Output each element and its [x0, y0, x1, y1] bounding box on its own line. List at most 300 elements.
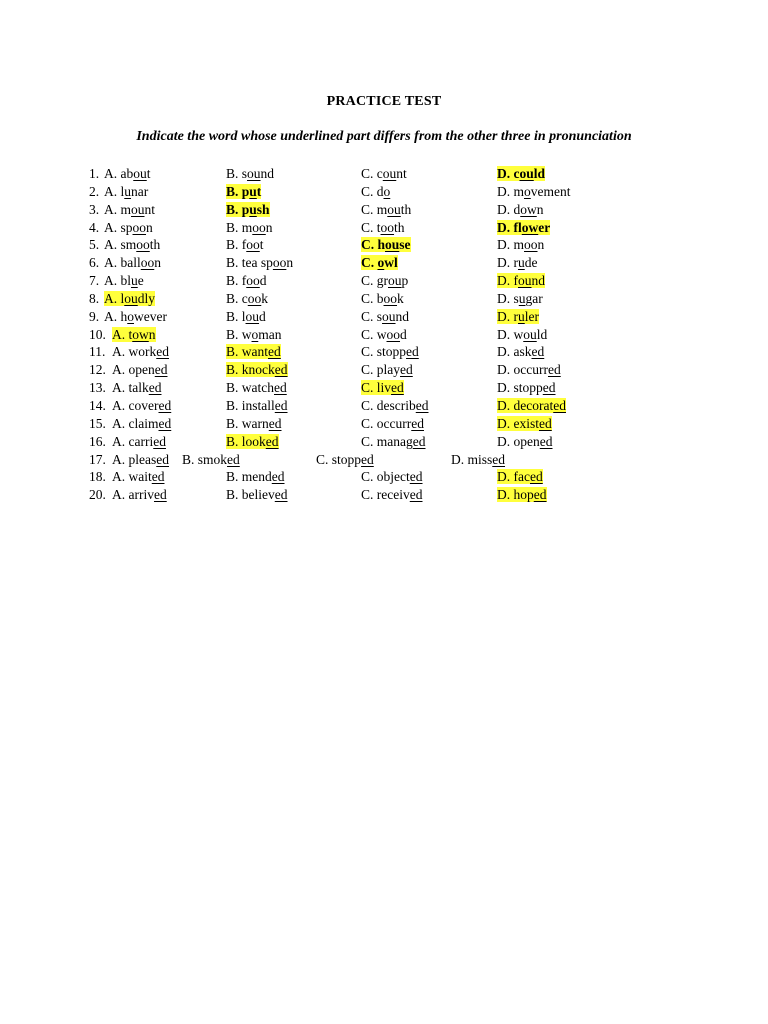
word-part: receiv	[376, 487, 410, 503]
word-part: de	[524, 255, 538, 271]
word-part: cover	[128, 397, 159, 413]
word-part: stopp	[331, 451, 362, 467]
answer-option	[226, 165, 274, 182]
word-part: b	[376, 290, 384, 306]
word-part: gr	[376, 273, 389, 289]
option-text	[104, 255, 161, 270]
word-part: want	[241, 344, 269, 360]
answer-option	[497, 308, 539, 325]
answer-option	[104, 308, 167, 325]
answer-option	[104, 183, 148, 200]
question-row	[0, 326, 768, 344]
option-letter: A.	[104, 183, 118, 199]
option-letter: C.	[361, 397, 374, 413]
option-text	[361, 327, 407, 342]
option-letter: D.	[497, 308, 511, 324]
word-part: r	[513, 255, 518, 271]
question-number: 7.	[89, 273, 100, 289]
option-letter: B.	[226, 219, 239, 235]
option-letter: B.	[226, 273, 239, 289]
underlined-sound: ed	[539, 433, 553, 449]
option-letter: D.	[497, 487, 511, 503]
option-text	[226, 469, 285, 484]
answer-option	[497, 379, 556, 396]
option-letter: A.	[112, 326, 126, 342]
option-letter: A.	[112, 487, 126, 503]
option-letter: B.	[226, 397, 239, 413]
option-text	[226, 416, 282, 431]
option-text	[497, 202, 544, 217]
underlined-sound: ed	[492, 451, 506, 467]
underlined-sound: ed	[411, 415, 424, 431]
option-text	[104, 237, 160, 252]
underlined-sound: ou	[387, 201, 401, 217]
option-letter: C.	[361, 237, 375, 253]
option-text	[226, 291, 268, 306]
option-text	[112, 398, 171, 413]
word-part: w	[376, 326, 387, 342]
underlined-sound: o	[251, 326, 259, 342]
option-letter: C.	[361, 487, 374, 503]
question-list	[0, 165, 768, 504]
word-part: exist	[513, 415, 539, 431]
word-part: believ	[241, 487, 275, 503]
underlined-sound: u	[249, 183, 257, 199]
underlined-sound: o	[524, 183, 531, 199]
answer-option	[497, 433, 553, 450]
underlined-sound: ed	[274, 380, 287, 396]
option-text	[182, 452, 240, 467]
underlined-sound: ed	[274, 397, 288, 413]
underlined-sound: ou	[519, 166, 534, 181]
option-letter: B.	[226, 380, 239, 396]
underlined-sound: ou	[124, 290, 138, 306]
option-text	[112, 362, 168, 377]
option-letter: D.	[497, 290, 511, 306]
highlighted-answer	[497, 166, 545, 181]
word-part: s	[376, 308, 383, 324]
page-title: PRACTICE TEST	[326, 94, 442, 109]
option-letter: C.	[361, 469, 374, 485]
answer-option	[497, 290, 543, 307]
word-part: th	[400, 201, 412, 217]
word-part: er	[538, 219, 551, 235]
word-part: ask	[513, 344, 532, 360]
question-row	[0, 219, 768, 237]
option-letter: D.	[497, 469, 511, 485]
answer-option	[226, 219, 273, 236]
word-part: stopp	[376, 344, 407, 360]
question-row	[0, 361, 768, 379]
word-part: th	[149, 237, 161, 253]
answer-option	[104, 272, 144, 289]
question-row	[0, 183, 768, 201]
underlined-sound: oo	[246, 237, 260, 253]
answer-option	[112, 397, 171, 414]
option-letter: A.	[112, 362, 126, 378]
option-text	[226, 237, 264, 252]
answer-option	[226, 272, 267, 289]
option-text	[112, 416, 171, 431]
word-part: l	[241, 308, 246, 324]
option-letter: B.	[226, 469, 239, 485]
answer-option	[361, 308, 409, 325]
word-part: ld	[533, 166, 546, 181]
underlined-sound: ed	[553, 397, 566, 413]
answer-option	[226, 433, 279, 450]
option-text	[316, 452, 374, 467]
answer-option	[112, 343, 169, 360]
option-text	[226, 220, 273, 235]
highlighted-answer	[226, 362, 288, 377]
option-text	[226, 380, 287, 395]
question-row	[0, 451, 768, 469]
word-part: occurr	[513, 362, 548, 378]
option-text	[112, 344, 169, 359]
option-letter: A.	[104, 290, 118, 306]
word-part: p	[241, 183, 250, 199]
underlined-sound: ed	[542, 380, 556, 396]
option-letter: B.	[226, 201, 239, 217]
underlined-sound: ed	[391, 380, 404, 396]
underlined-sound: ou	[133, 166, 147, 181]
underlined-sound: u	[518, 290, 526, 306]
underlined-sound: ou	[385, 237, 400, 253]
option-letter: D.	[497, 183, 511, 199]
underlined-sound: ed	[274, 362, 288, 378]
option-text	[226, 255, 293, 270]
answer-option	[316, 451, 374, 468]
option-letter: D.	[497, 201, 511, 217]
option-letter: A.	[112, 451, 126, 467]
highlighted-answer	[497, 309, 539, 324]
word-part: n	[536, 201, 544, 217]
option-text	[112, 380, 162, 395]
option-text	[361, 202, 411, 217]
word-part: l	[120, 183, 125, 199]
underlined-sound: ed	[533, 487, 547, 503]
option-letter: C.	[361, 183, 374, 199]
answer-option	[451, 451, 505, 468]
option-letter: D.	[497, 237, 511, 253]
answer-option	[361, 415, 424, 432]
question-row	[0, 379, 768, 397]
word-part: mend	[241, 469, 272, 485]
option-text	[361, 220, 405, 235]
option-text	[361, 309, 409, 324]
option-letter: C.	[361, 201, 374, 217]
underlined-sound: oo	[383, 290, 398, 306]
answer-option	[226, 379, 287, 396]
word-part: p	[241, 201, 250, 217]
word-part: h	[377, 237, 386, 253]
word-part: d	[376, 183, 384, 199]
option-letter: C.	[361, 308, 374, 324]
underlined-sound: ed	[531, 344, 545, 360]
word-part: play	[376, 362, 401, 378]
word-part: t	[259, 237, 264, 253]
word-part: fl	[513, 219, 522, 235]
underlined-sound: ed	[400, 362, 413, 378]
highlighted-answer	[497, 416, 552, 431]
answer-option	[361, 290, 404, 307]
word-part: nd	[395, 308, 410, 324]
word-part: f	[241, 237, 247, 253]
underlined-sound: ed	[227, 451, 240, 467]
option-letter: C.	[361, 255, 375, 271]
question-number: 6.	[89, 255, 100, 271]
word-part: h	[120, 308, 128, 324]
option-letter: D.	[497, 273, 511, 289]
option-letter: C.	[361, 166, 374, 181]
word-part: nd	[260, 166, 275, 181]
underlined-sound: oo	[136, 237, 150, 253]
answer-option	[226, 308, 266, 325]
word-part: s	[513, 290, 519, 306]
question-number: 12.	[89, 362, 106, 378]
underlined-sound: ed	[268, 344, 281, 360]
question-row	[0, 290, 768, 308]
option-letter: D.	[497, 362, 511, 378]
option-text	[361, 291, 404, 306]
word-part: occurr	[376, 415, 412, 431]
option-letter: B.	[226, 326, 239, 342]
word-part: t	[146, 166, 151, 181]
word-part: warn	[241, 415, 269, 431]
word-part: open	[128, 362, 155, 378]
answer-option	[361, 272, 408, 289]
word-part: man	[258, 326, 282, 342]
underlined-sound: o	[377, 255, 385, 271]
underlined-sound: ed	[153, 487, 167, 503]
answer-option	[497, 326, 547, 343]
option-letter: C.	[361, 415, 374, 431]
underlined-sound: ed	[156, 451, 169, 467]
option-text	[112, 452, 169, 467]
word-part: nar	[131, 183, 149, 199]
answer-option	[112, 486, 167, 503]
option-letter: C.	[361, 219, 374, 235]
underlined-sound: ou	[247, 166, 261, 181]
highlighted-answer	[361, 255, 398, 270]
answer-option	[497, 468, 543, 485]
underlined-sound: ed	[415, 397, 429, 413]
answer-option	[226, 415, 282, 432]
option-letter: C.	[316, 451, 329, 467]
underlined-sound: ou	[131, 201, 145, 217]
option-letter: A.	[112, 380, 126, 396]
option-letter: D.	[497, 326, 511, 342]
question-row	[0, 201, 768, 219]
option-letter: D.	[497, 433, 511, 449]
answer-option	[104, 290, 155, 307]
underlined-sound: ed	[154, 362, 168, 378]
option-text	[361, 416, 424, 431]
highlighted-answer	[497, 273, 545, 288]
option-letter: D.	[497, 380, 511, 396]
option-letter: B.	[226, 308, 239, 324]
answer-option	[361, 343, 419, 360]
word-part: claim	[128, 415, 159, 431]
option-text	[112, 487, 167, 502]
word-part: knock	[241, 362, 275, 378]
question-number: 4.	[89, 219, 100, 235]
question-number: 11.	[89, 344, 106, 360]
word-part: n	[265, 219, 273, 235]
word-part: m	[241, 219, 253, 235]
option-letter: B.	[182, 451, 195, 467]
question-number: 1.	[89, 166, 100, 181]
option-letter: C.	[361, 273, 374, 289]
answer-option	[112, 415, 171, 432]
answer-option	[112, 361, 168, 378]
option-letter: C.	[361, 326, 374, 342]
answer-option	[361, 201, 411, 218]
underlined-sound: ed	[406, 344, 419, 360]
option-text	[451, 452, 505, 467]
answer-option	[226, 468, 285, 485]
underlined-sound: ed	[265, 433, 279, 449]
word-part: k	[397, 290, 404, 306]
word-part: e	[137, 273, 144, 289]
answer-option	[497, 236, 544, 253]
underlined-sound: u	[124, 183, 132, 199]
option-text	[361, 434, 426, 449]
word-part: carri	[128, 433, 154, 449]
option-letter: D.	[497, 166, 511, 181]
option-letter: D.	[497, 219, 511, 235]
word-part: install	[241, 397, 275, 413]
option-text	[497, 184, 571, 199]
word-part: s	[241, 166, 248, 181]
option-letter: B.	[226, 487, 239, 503]
word-part: n	[146, 219, 153, 235]
question-number: 8.	[89, 290, 100, 306]
word-part: m	[513, 183, 525, 199]
option-letter: B.	[226, 433, 239, 449]
option-letter: A.	[112, 397, 126, 413]
option-text	[226, 273, 267, 288]
word-part: look	[241, 433, 266, 449]
word-part: c	[376, 166, 383, 181]
option-letter: C.	[361, 344, 374, 360]
word-part: t	[256, 183, 262, 199]
word-part: w	[513, 326, 524, 342]
question-number: 14.	[89, 397, 106, 413]
word-part: d	[259, 308, 266, 324]
word-part: ler	[524, 308, 539, 324]
answer-option	[226, 201, 270, 218]
underlined-sound: ed	[158, 415, 172, 431]
answer-option	[104, 219, 153, 236]
option-letter: A.	[112, 469, 126, 485]
word-part: n	[154, 255, 161, 271]
word-part: se	[399, 237, 411, 253]
question-row	[0, 415, 768, 433]
option-text	[226, 166, 274, 181]
word-part: open	[513, 433, 540, 449]
option-text	[361, 398, 429, 413]
option-text	[112, 469, 165, 484]
underlined-sound: ou	[388, 273, 402, 289]
answer-option	[361, 165, 407, 182]
answer-option	[497, 486, 547, 503]
option-letter: B.	[226, 344, 239, 360]
option-text	[361, 469, 423, 484]
word-part: manag	[376, 433, 413, 449]
answer-option	[226, 183, 261, 200]
highlighted-answer	[104, 291, 155, 306]
word-part: sp	[120, 219, 133, 235]
underlined-sound: ou	[518, 273, 532, 289]
answer-option	[497, 343, 544, 360]
highlighted-answer	[497, 220, 550, 235]
underlined-sound: ou	[245, 308, 260, 324]
word-part: n	[537, 237, 545, 253]
answer-option	[497, 254, 538, 271]
question-row	[0, 433, 768, 451]
underlined-sound: ow	[132, 326, 149, 342]
underlined-sound: ow	[521, 219, 539, 235]
word-part: talk	[128, 380, 149, 396]
underlined-sound: ed	[412, 433, 426, 449]
answer-option	[104, 165, 151, 182]
word-part: m	[120, 201, 132, 217]
answer-option	[497, 201, 544, 218]
answer-option	[361, 397, 429, 414]
word-part: d	[259, 273, 267, 289]
answer-option	[226, 397, 288, 414]
highlighted-answer	[497, 398, 566, 413]
word-part: wl	[384, 255, 398, 271]
answer-option	[226, 486, 288, 503]
answer-option	[361, 183, 390, 200]
option-letter: A.	[104, 201, 118, 217]
option-text	[497, 291, 543, 306]
question-row	[0, 308, 768, 326]
option-text	[497, 362, 561, 377]
underlined-sound: ou	[382, 308, 396, 324]
question-row	[0, 397, 768, 415]
word-part: tea sp	[241, 255, 273, 271]
question-row	[0, 254, 768, 272]
word-part: wait	[128, 469, 152, 485]
answer-option	[361, 379, 404, 396]
word-part: l	[120, 290, 125, 306]
question-number: 18.	[89, 469, 106, 485]
word-part: f	[241, 273, 247, 289]
answer-option	[112, 468, 165, 485]
answer-option	[497, 272, 545, 289]
option-letter: B.	[226, 415, 239, 431]
highlighted-answer	[226, 202, 270, 217]
underlined-sound: ed	[409, 469, 423, 485]
highlighted-answer	[226, 344, 281, 359]
word-part: n	[286, 255, 294, 271]
question-number: 13.	[89, 380, 106, 396]
option-text	[226, 487, 288, 502]
option-letter: A.	[104, 219, 118, 235]
option-text	[104, 166, 151, 181]
underlined-sound: ou	[523, 326, 537, 342]
answer-option	[361, 361, 413, 378]
option-letter: C.	[361, 433, 374, 449]
word-part: hop	[513, 487, 534, 503]
answer-option	[361, 236, 411, 253]
word-part: describ	[376, 397, 416, 413]
option-text	[497, 237, 544, 252]
word-part: bl	[120, 273, 132, 289]
